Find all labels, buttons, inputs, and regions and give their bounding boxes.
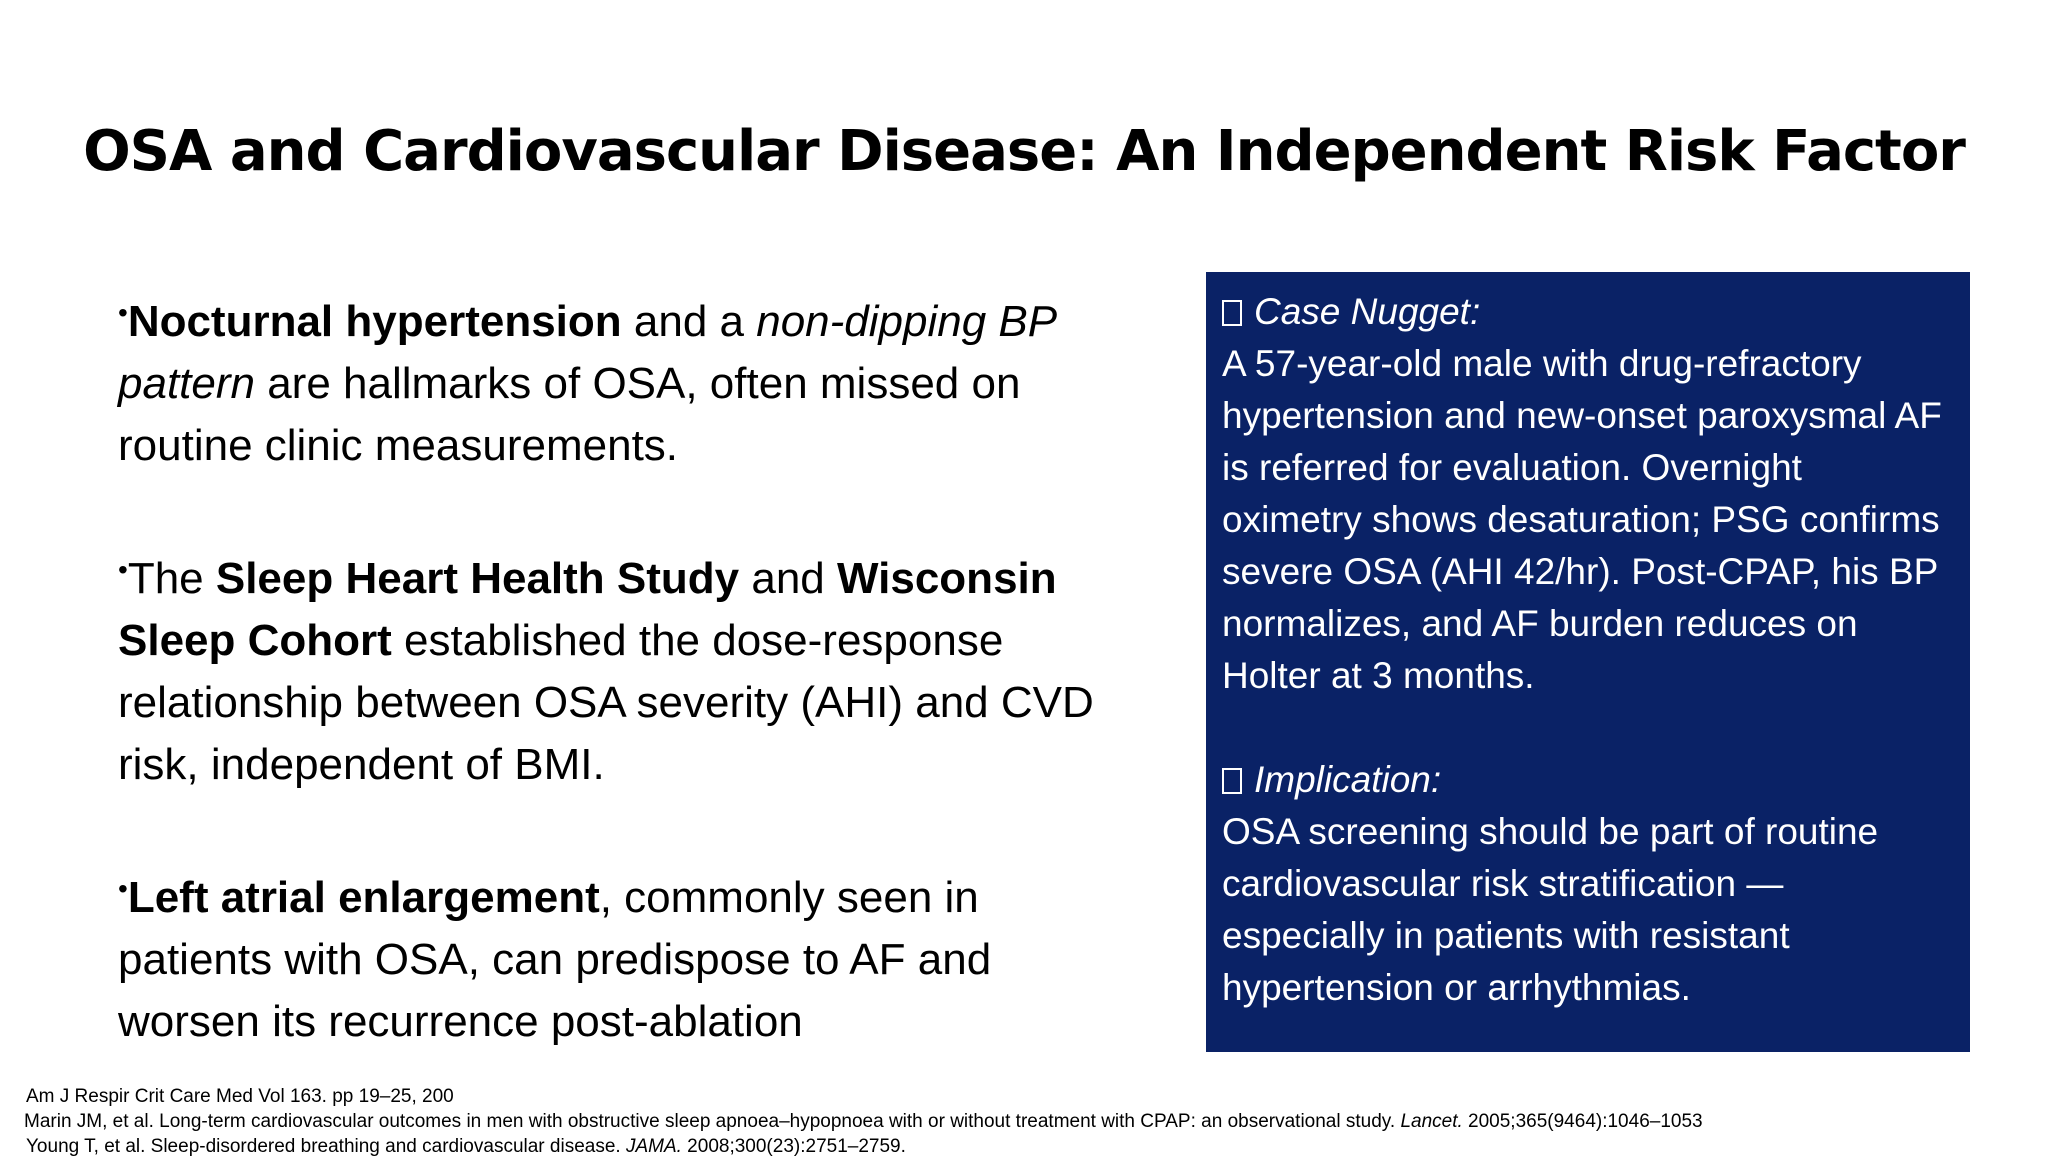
- bullet-text: and: [739, 554, 837, 603]
- placeholder-glyph-icon: [1222, 300, 1242, 326]
- bullet-marker: •: [118, 297, 128, 328]
- implication-text: OSA screening should be part of routine cardiovascular risk stratification — especially in patients with resistant hypertension or arrhythmias.: [1222, 811, 1879, 1008]
- placeholder-glyph-icon: [1222, 768, 1242, 794]
- bullet-marker: •: [118, 554, 128, 585]
- case-nugget-box: [1206, 272, 1970, 1052]
- bullet-bold-term: Sleep Heart Health Study: [215, 554, 740, 603]
- bullet-text: and a: [621, 297, 757, 346]
- bullet-left-atrial-enlargement: [118, 858, 1108, 1053]
- case-heading-text: Case Nugget:: [1254, 291, 1481, 332]
- implication-heading: [1222, 754, 1952, 806]
- bullet-bold-term: Left atrial enlargement: [127, 873, 600, 922]
- reference-citation: 2005;365(9464):1046–1053: [1462, 1111, 1703, 1132]
- case-nugget-heading: [1222, 286, 1952, 338]
- bullet-text: are hallmarks of OSA, often missed on routine clinic measurements.: [118, 359, 1021, 470]
- reference-3: [26, 1134, 2026, 1159]
- bullet-nocturnal-hypertension: [118, 282, 1108, 477]
- implication-heading-text: Implication:: [1254, 759, 1442, 800]
- bullet-text: established the dose-response relationship between OSA severity (AHI) and CVD risk, independent of BMI.: [118, 616, 1094, 789]
- references: [26, 1084, 2026, 1159]
- reference-text: Am J Respir Crit Care Med Vol 163. pp 19–25, 200: [26, 1086, 454, 1107]
- bullet-italic-term: non-dipping BP pattern: [118, 297, 1056, 408]
- spacer: [1222, 702, 1952, 754]
- reference-text: Young T, et al. Sleep-disordered breathing and cardiovascular disease.: [26, 1136, 626, 1157]
- bullet-marker: •: [118, 873, 128, 904]
- reference-text: Marin JM, et al. Long-term cardiovascular outcomes in men with obstructive sleep apnoea–hypopnoea with or without treatment with CPAP: an observational study.: [24, 1111, 1401, 1132]
- bullet-bold-term: Wisconsin Sleep Cohort: [118, 554, 1057, 665]
- reference-journal: JAMA.: [625, 1136, 682, 1157]
- reference-2: [24, 1109, 2026, 1134]
- slide-title: OSA and Cardiovascular Disease: An Independent Risk Factor: [83, 119, 1965, 184]
- case-nugget-text: A 57-year-old male with drug-refractory hypertension and new-onset paroxysmal AF is referred for evaluation. Overnight oximetry shows desaturation; PSG confirms severe OSA (AHI 42/hr). Post-CPAP, his BP normalizes, and AF burden reduces on Holter at 3 months.: [1222, 343, 1942, 696]
- bullet-list: [118, 282, 1108, 1115]
- reference-citation: 2008;300(23):2751–2759.: [681, 1136, 906, 1157]
- reference-journal: Lancet.: [1400, 1111, 1463, 1132]
- reference-1: [26, 1084, 2026, 1109]
- bullet-text: The: [127, 554, 216, 603]
- bullet-bold-term: Nocturnal hypertension: [127, 297, 622, 346]
- bullet-text: , commonly seen in patients with OSA, can predispose to AF and worsen its recurrence post-ablation: [118, 873, 992, 1046]
- bullet-cohort-studies: [118, 539, 1108, 796]
